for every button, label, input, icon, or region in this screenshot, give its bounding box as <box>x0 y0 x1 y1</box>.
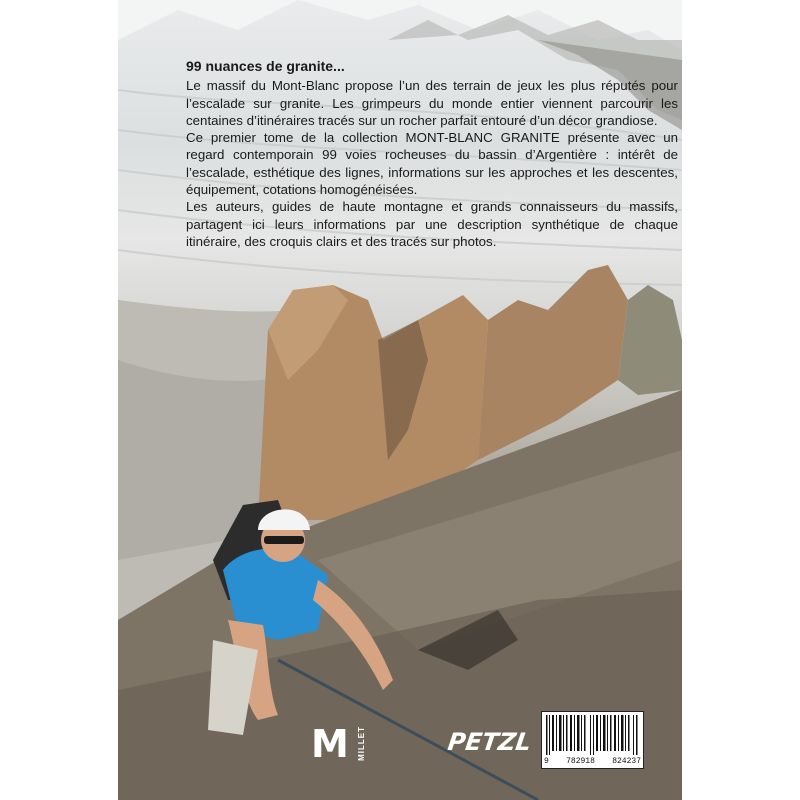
barcode-icon <box>546 715 639 755</box>
millet-mark: M <box>311 722 347 766</box>
barcode-digit-first: 9 <box>544 757 549 766</box>
barcode-digits <box>544 757 641 766</box>
book-back-cover <box>118 0 682 800</box>
blurb-paragraph-2: Ce premier tome de la collection MONT-BLANC GRANITE présente avec un regard contemporain 99 voies rocheuses du bassin d’Argentière : intérêt de l’escalade, esthétique des lignes, informations sur les approches et les descentes, équipement, cotations homogénéisées. <box>186 130 678 198</box>
millet-name: MILLET <box>357 726 366 761</box>
blurb-paragraph-3: Les auteurs, guides de haute montagne et grands connaisseurs du massifs, partagent ici leurs informations par une description synthétique de chaque itinéraire, des croquis clairs et des tracés sur photos. <box>186 199 678 249</box>
back-cover-blurb <box>186 58 678 250</box>
petzl-logo: PETZL <box>446 728 534 756</box>
barcode-digits-right: 824237 <box>612 757 641 766</box>
blurb-paragraph-1: Le massif du Mont-Blanc propose l’un des terrain de jeux les plus réputés pour l’escalade sur granite. Les grimpeurs du monde entier viennent parcourir les centaines d’itinéraires tracés sur un rocher parfait entouré d’un décor grandiose. <box>186 78 678 128</box>
blurb-title: 99 nuances de granite... <box>186 58 345 74</box>
barcode-digits-left: 782918 <box>566 757 595 766</box>
millet-logo <box>311 724 371 768</box>
barcode <box>541 711 644 769</box>
